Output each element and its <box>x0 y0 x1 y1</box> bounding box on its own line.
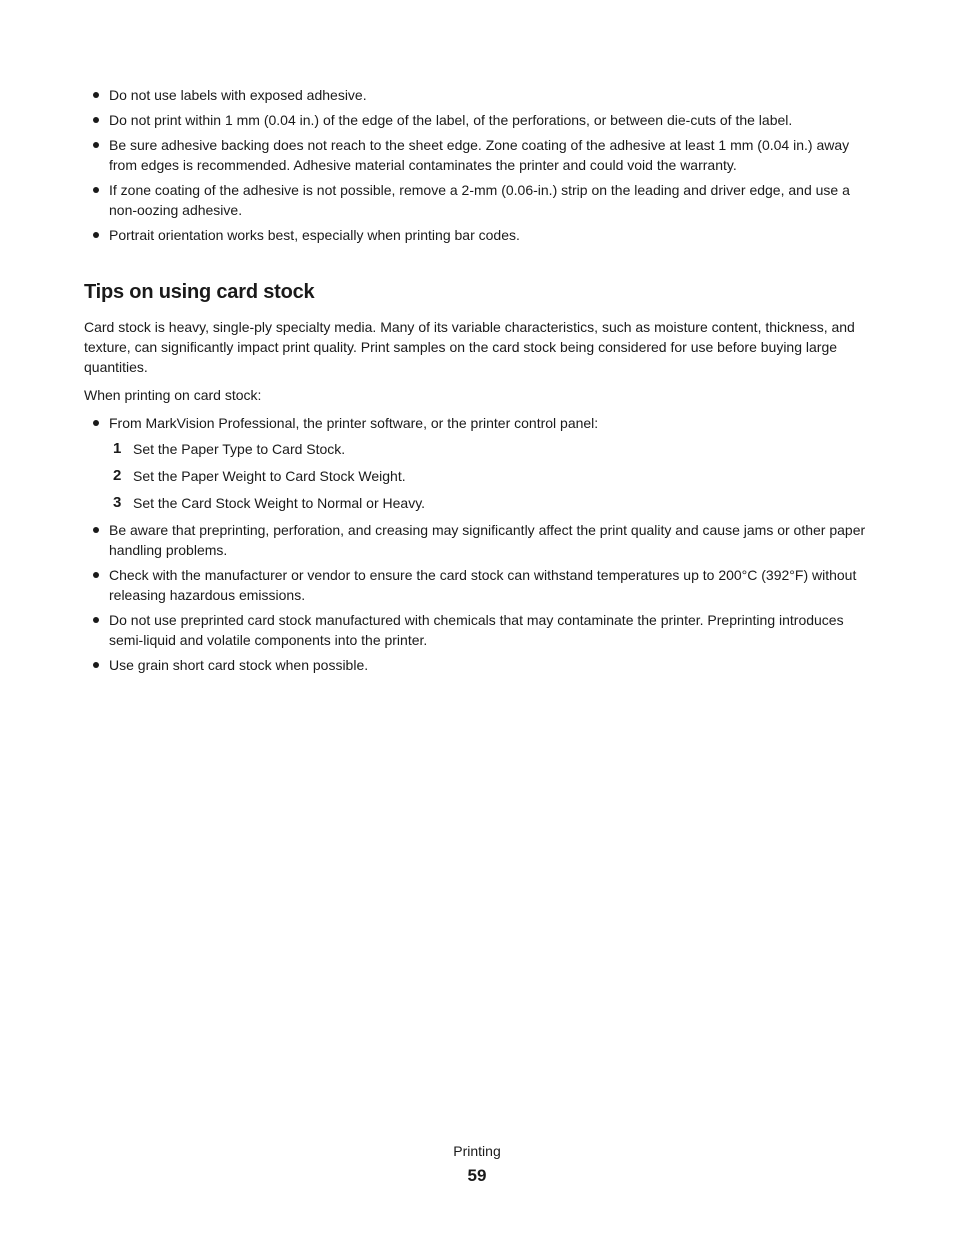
list-item <box>84 520 874 560</box>
list-item-text: Do not use preprinted card stock manufactured with chemicals that may contaminate the printer. Preprinting introduces semi-liquid and volatile components into the printer. <box>109 612 844 648</box>
page-number: 59 <box>467 1166 487 1185</box>
list-item <box>84 565 874 605</box>
bullet-icon <box>93 117 99 123</box>
list-item <box>84 180 874 220</box>
list-item-text: Do not print within 1 mm (0.04 in.) of the edge of the label, of the perforations, or between die-cuts of the label. <box>109 112 793 128</box>
step-number: 3 <box>113 494 122 511</box>
steps-list <box>109 439 874 513</box>
bullet-icon <box>93 232 99 238</box>
card-stock-tips-list <box>84 413 874 675</box>
step-item <box>109 466 874 486</box>
list-item <box>84 135 874 175</box>
step-text: Set the Card Stock Weight to Normal or Heavy. <box>133 495 426 511</box>
section-title: Tips on using card stock <box>84 281 315 303</box>
step-number: 1 <box>113 440 122 457</box>
list-item <box>84 85 874 105</box>
bullet-icon <box>93 142 99 148</box>
step-item <box>109 493 874 513</box>
list-item-text: Portrait orientation works best, especially when printing bar codes. <box>109 227 520 243</box>
section-lead: When printing on card stock: <box>84 387 262 403</box>
list-item <box>84 110 874 130</box>
list-item-text: Check with the manufacturer or vendor to ensure the card stock can withstand temperatures up to 200°C (392°F) without releasing hazardous emissions. <box>109 567 857 603</box>
list-item-text: If zone coating of the adhesive is not possible, remove a 2-mm (0.06-in.) strip on the leading and driver edge, and use a non-oozing adhesive. <box>109 182 850 218</box>
list-item-text: Do not use labels with exposed adhesive. <box>109 87 367 103</box>
bullet-icon <box>93 527 99 533</box>
list-item <box>84 610 874 650</box>
page-footer <box>0 1141 954 1189</box>
list-item <box>84 655 874 675</box>
label-tips-list <box>84 85 874 245</box>
list-item <box>84 413 874 513</box>
bullet-icon <box>93 92 99 98</box>
section-intro: Card stock is heavy, single-ply specialty media. Many of its variable characteristics, such as moisture content, thickness, and texture, can significantly impact print quality. Print samples on the card stock being considered for use before buying large quantities. <box>84 319 855 375</box>
document-page <box>84 85 874 680</box>
step-text: Set the Paper Weight to Card Stock Weight. <box>133 468 406 484</box>
bullet-icon <box>93 617 99 623</box>
bullet-icon <box>93 662 99 668</box>
bullet-icon <box>93 572 99 578</box>
bullet-icon <box>93 187 99 193</box>
bullet-icon <box>93 420 99 426</box>
step-item <box>109 439 874 459</box>
list-item-text: Be sure adhesive backing does not reach to the sheet edge. Zone coating of the adhesive at least 1 mm (0.04 in.) away from edges is recommended. Adhesive material contaminates the printer and could void the warranty. <box>109 137 850 173</box>
step-number: 2 <box>113 467 122 484</box>
list-item <box>84 225 874 245</box>
list-item-text: From MarkVision Professional, the printer software, or the printer control panel: <box>109 415 599 431</box>
step-text: Set the Paper Type to Card Stock. <box>133 441 346 457</box>
list-item-text: Be aware that preprinting, perforation, and creasing may significantly affect the print quality and cause jams or other paper handling problems. <box>109 522 866 558</box>
list-item-text: Use grain short card stock when possible. <box>109 657 369 673</box>
footer-section-name: Printing <box>453 1143 501 1159</box>
